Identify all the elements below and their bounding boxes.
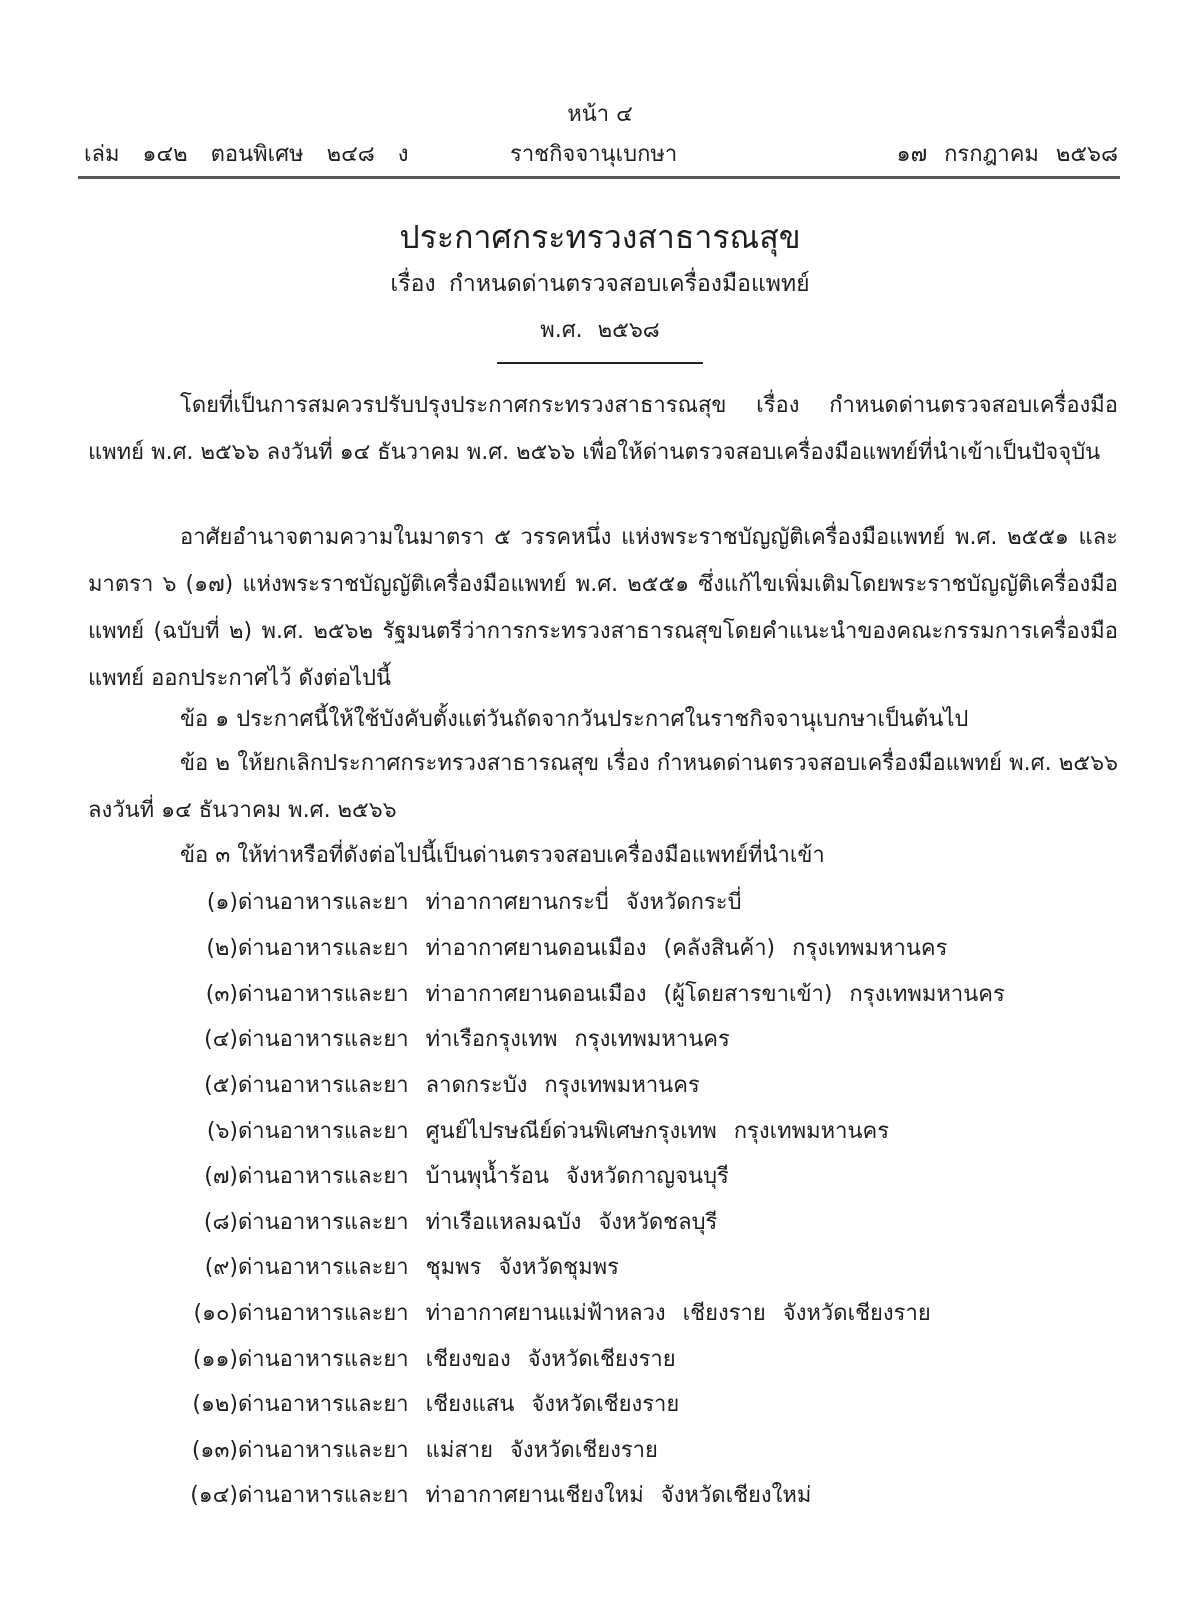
item-text: ด่านอาหารและยา ท่าอากาศยานดอนเมือง (คลังสินค้า) กรุงเทพมหานคร (238, 936, 948, 961)
item-text: ด่านอาหารและยา ท่าอากาศยานเชียงใหม่ จังหวัดเชียงใหม่ (238, 1483, 812, 1508)
item-text: ด่านอาหารและยา ท่าอากาศยานดอนเมือง (ผู้โดยสารขาเข้า) กรุงเทพมหานคร (238, 982, 1005, 1007)
clause-2: ข้อ ๒ ให้ยกเลิกประกาศกระทรวงสาธารณสุข เรื่อง กำหนดด่านตรวจสอบเครื่องมือแพทย์ พ.ศ. ๒๕๖๖ ลงวันที่ ๑๔ ธันวาคม พ.ศ. ๒๕๖๖ (88, 751, 1118, 823)
item-text: ด่านอาหารและยา บ้านพุน้ำร้อน จังหวัดกาญจนบุรี (238, 1164, 729, 1189)
item-number: (๘) (203, 1210, 238, 1235)
item-number: (๔) (204, 1027, 238, 1052)
item-number: (๑๑) (192, 1347, 238, 1372)
item-number: (๖) (206, 1119, 238, 1144)
preamble-paragraph: โดยที่เป็นการสมควรปรับปรุงประกาศกระทรวงสาธารณสุข เรื่อง กำหนดด่านตรวจสอบเครื่องมือแพทย์ พ.ศ. ๒๕๖๖ ลงวันที่ ๑๔ ธันวาคม พ.ศ. ๒๕๖๖ เพื่อให้ด่านตรวจสอบเครื่องมือแพทย์ที่นำเข้าเป็นปัจจุบัน (88, 393, 1118, 465)
authority-paragraph: อาศัยอำนาจตามความในมาตรา ๕ วรรคหนึ่ง แห่งพระราชบัญญัติเครื่องมือแพทย์ พ.ศ. ๒๕๕๑ และมาตรา ๖ (๑๗) แห่งพระราชบัญญัติเครื่องมือแพทย์ พ.ศ. ๒๕๕๑ ซึ่งแก้ไขเพิ่มเติมโดยพระราชบัญญัติเครื่องมือแพทย์ (ฉบับที่ ๒) พ.ศ. ๒๕๖๒ รัฐมนตรีว่าการกระทรวงสาธารณสุขโดยคำแนะนำของคณะกรรมการเครื่องมือแพทย์ ออกประกาศไว้ ดังต่อไปนี้ (88, 525, 1118, 691)
publication-date: ๑๗ กรกฎาคม ๒๕๖๘ (896, 142, 1118, 167)
item-number: (๑๐) (193, 1301, 238, 1326)
volume-issue: เล่ม ๑๔๒ ตอนพิเศษ ๒๔๘ ง (84, 142, 409, 167)
gazette-header (84, 136, 1118, 170)
item-text: ด่านอาหารและยา เชียงแสน จังหวัดเชียงราย (238, 1392, 680, 1417)
item-number: (๑๒) (192, 1392, 238, 1417)
item-text: ด่านอาหารและยา ท่าเรือแหลมฉบัง จังหวัดชลบุรี (238, 1210, 718, 1235)
item-text: ด่านอาหารและยา แม่สาย จังหวัดเชียงราย (238, 1438, 658, 1463)
item-text: ด่านอาหารและยา ท่าอากาศยานแม่ฟ้าหลวง เชียงราย จังหวัดเชียงราย (238, 1301, 931, 1326)
publication-name: ราชกิจจานุเบกษา (510, 142, 678, 167)
item-text: ด่านอาหารและยา ชุมพร จังหวัดชุมพร (238, 1255, 619, 1280)
item-number: (๗) (204, 1164, 238, 1189)
page-number: หน้า ๔ (567, 102, 633, 127)
item-text: ด่านอาหารและยา เชียงของ จังหวัดเชียงราย (238, 1347, 676, 1372)
title-divider (497, 362, 703, 364)
clause-1: ข้อ ๑ ประกาศนี้ให้ใช้บังคับตั้งแต่วันถัดจากวันประกาศในราชกิจจานุเบกษาเป็นต้นไป (180, 707, 969, 732)
announcement-title: ประกาศกระทรวงสาธารณสุข (399, 218, 801, 256)
item-text: ด่านอาหารและยา ท่าอากาศยานกระบี่ จังหวัดกระบี่ (238, 890, 742, 915)
item-number: (๑๔) (190, 1483, 238, 1508)
header-divider (78, 176, 1120, 179)
item-number: (๑๓) (191, 1438, 238, 1463)
announcement-subject: เรื่อง กำหนดด่านตรวจสอบเครื่องมือแพทย์ (390, 271, 810, 297)
announcement-year: พ.ศ. ๒๕๖๘ (540, 318, 660, 343)
item-text: ด่านอาหารและยา ลาดกระบัง กรุงเทพมหานคร (238, 1073, 700, 1098)
item-text: ด่านอาหารและยา ท่าเรือกรุงเทพ กรุงเทพมหานคร (238, 1027, 730, 1052)
item-number: (๑) (206, 890, 238, 915)
clause-3: ข้อ ๓ ให้ท่าหรือที่ดังต่อไปนี้เป็นด่านตรวจสอบเครื่องมือแพทย์ที่นำเข้า (180, 843, 825, 868)
item-number: (๓) (205, 982, 238, 1007)
item-number: (๕) (204, 1073, 238, 1098)
item-text: ด่านอาหารและยา ศูนย์ไปรษณีย์ด่วนพิเศษกรุงเทพ กรุงเทพมหานคร (238, 1119, 890, 1144)
item-number: (๙) (204, 1255, 238, 1280)
item-number: (๒) (206, 936, 238, 961)
